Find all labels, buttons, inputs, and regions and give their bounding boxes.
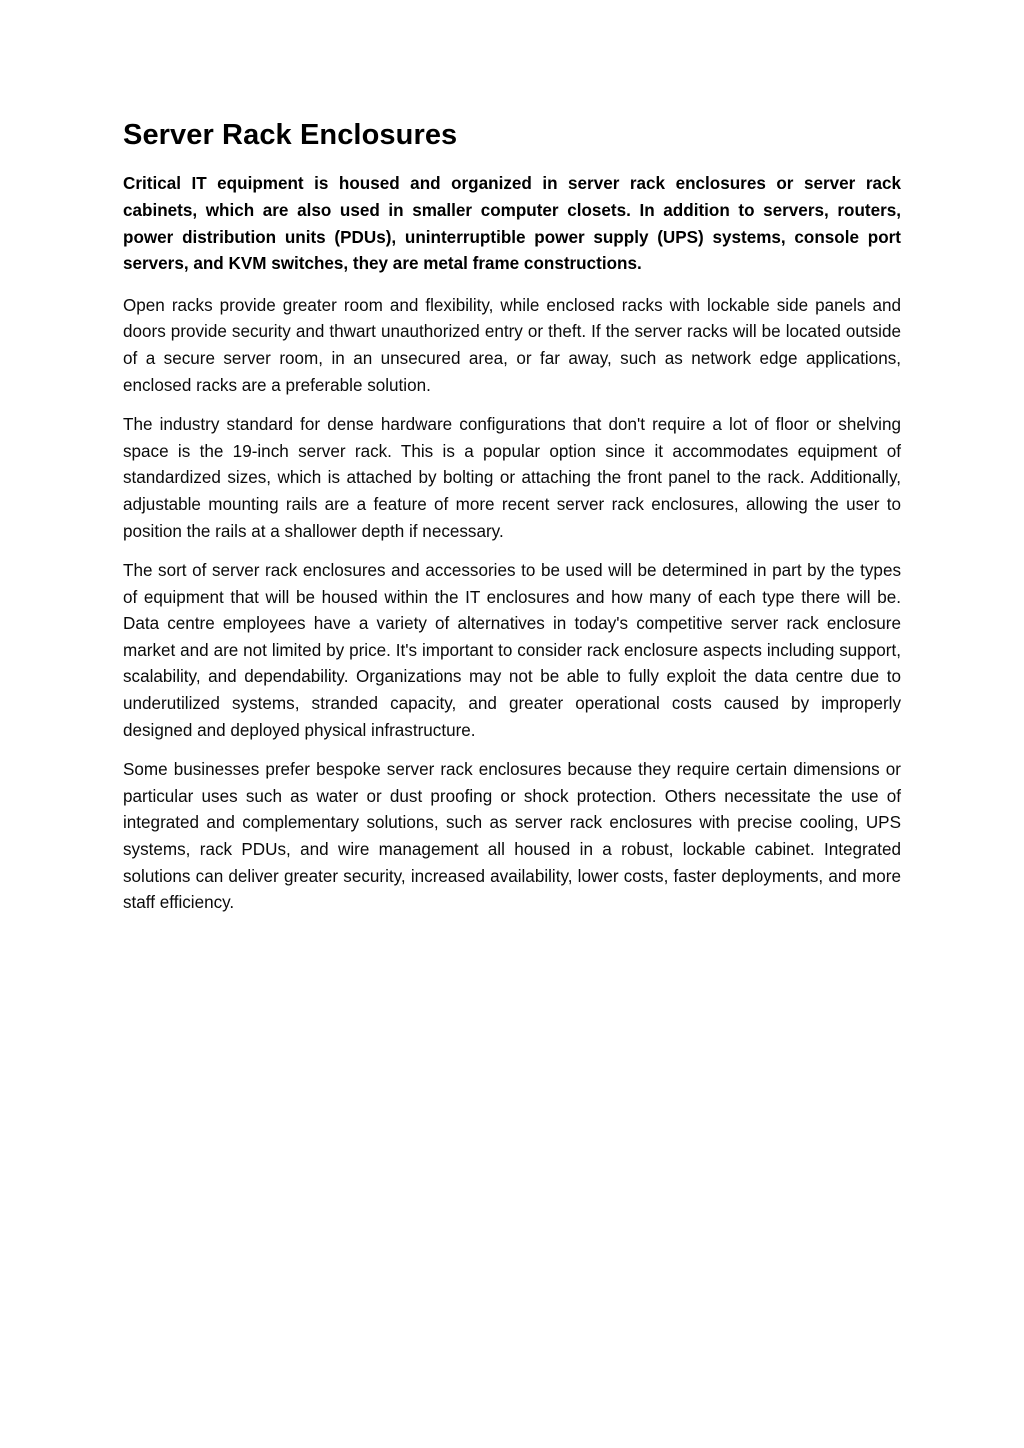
paragraph-bespoke-solutions: Some businesses prefer bespoke server rack enclosures because they require certain dimensions or particular uses such as water or dust proofing or shock protection. Others necessitate the use of integrated and complementary solutions, such as server rack enclosures with precise cooling, UPS systems, rack PDUs, and wire management all housed in a robust, lockable cabinet. Integrated solutions can deliver greater security, increased availability, lower costs, faster deployments, and more staff efficiency. bbox=[123, 760, 901, 913]
document-body bbox=[123, 118, 901, 917]
paragraph-industry-standard: The industry standard for dense hardware configurations that don't require a lot of floor or shelving space is the 19-inch server rack. This is a popular option since it accommodates equipment of standardized sizes, which is attached by bolting or attaching the front panel to the rack. Additionally, adjustable mounting rails are a feature of more recent server rack enclosures, allowing the user to position the rails at a shallower depth if necessary. bbox=[123, 415, 901, 541]
paragraph-open-vs-enclosed-racks: Open racks provide greater room and flexibility, while enclosed racks with lockable side panels and doors provide security and thwart unauthorized entry or theft. If the server racks will be located outside of a secure server room, in an unsecured area, or far away, such as network edge applications, enclosed racks are a preferable solution. bbox=[123, 295, 901, 395]
page-title: Server Rack Enclosures bbox=[123, 119, 458, 151]
paragraph-equipment-selection: The sort of server rack enclosures and accessories to be used will be determined in part by the types of equipment that will be housed within the IT enclosures and how many of each type there will be. Data centre employees have a variety of alternatives in today's competitive server rack enclosure market and are not limited by price. It's important to consider rack enclosure aspects including support, scalability, and dependability. Organizations may not be able to fully exploit the data centre due to underutilized systems, stranded capacity, and greater operational costs caused by improperly designed and deployed physical infrastructure. bbox=[123, 561, 901, 740]
paragraph-intro: Critical IT equipment is housed and organized in server rack enclosures or server rack cabinets, which are also used in smaller computer closets. In addition to servers, routers, power distribution units (PDUs), uninterruptible power supply (UPS) systems, console port servers, and KVM switches, they are metal frame constructions. bbox=[123, 174, 901, 274]
